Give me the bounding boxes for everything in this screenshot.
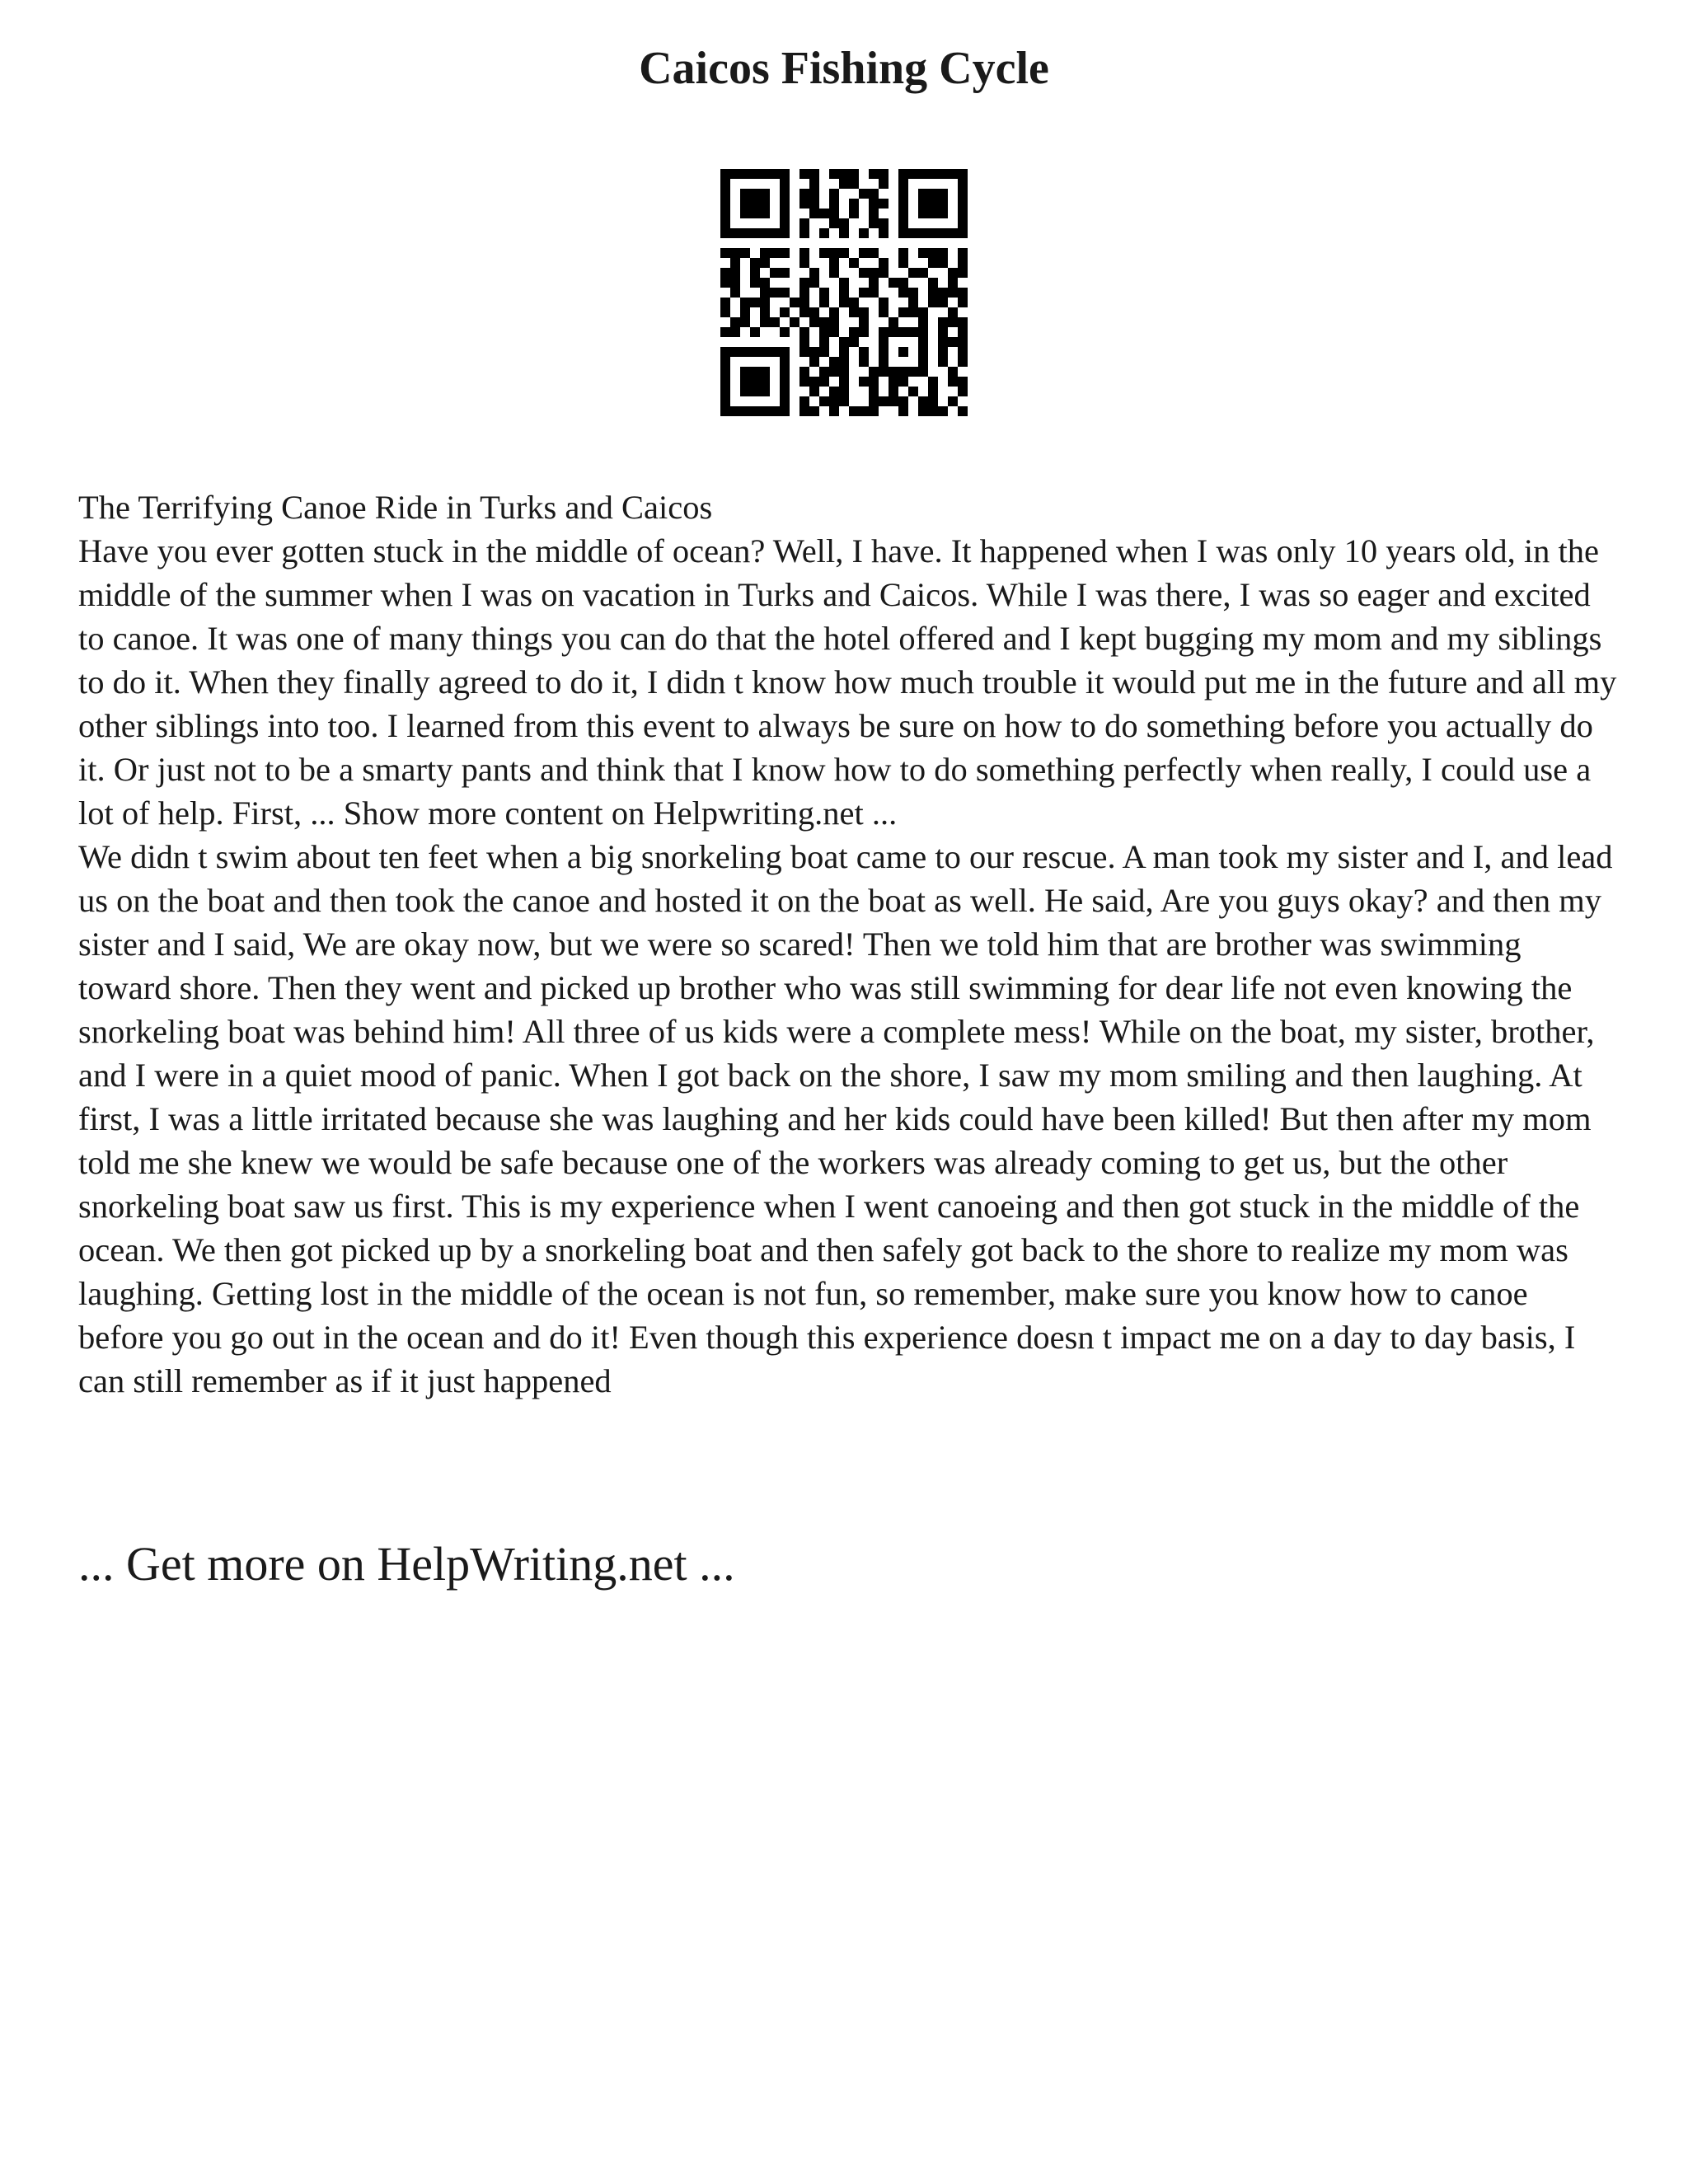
get-more-link[interactable]: ... Get more on HelpWriting.net ... bbox=[78, 1537, 735, 1591]
essay-content bbox=[78, 485, 1620, 1403]
qr-code-icon bbox=[720, 169, 968, 416]
essay-heading: The Terrifying Canoe Ride in Turks and Caicos bbox=[78, 489, 713, 526]
essay-paragraph-1: Have you ever gotten stuck in the middle of ocean? Well, I have. It happened when I was only 10 years old, in the middle of the summer when I was on vacation in Turks and Caicos. While I was there, I was so eager and excited to canoe. It was one of many things you can do that the hotel offered and I kept bugging my mom and my siblings to do it. When they finally agreed to do it, I didn t know how much trouble it would put me in the future and all my other siblings into too. I learned from this event to always be sure on how to do something before you actually do it. Or just not to be a smarty pants and think that I know how to do something perfectly when really, I could use a lot of help. First, ... Show more content on Helpwriting.net ... bbox=[78, 532, 1617, 832]
essay-paragraph-2: We didn t swim about ten feet when a big snorkeling boat came to our rescue. A man took my sister and I, and lead us on the boat and then took the canoe and hosted it on the boat as well. He said, Are you guys okay? and then my sister and I said, We are okay now, but we were so scared! Then we told him that are brother was swimming toward shore. Then they went and picked up brother who was still swimming for dear life not even knowing the snorkeling boat was behind him! All three of us kids were a complete mess! While on the boat, my sister, brother, and I were in a quiet mood of panic. When I got back on the shore, I saw my mom smiling and then laughing. At first, I was a little irritated because she was laughing and her kids could have been killed! But then after my mom told me she knew we would be safe because one of the workers was already coming to get us, but the other snorkeling boat saw us first. This is my experience when I went canoeing and then got stuck in the middle of the ocean. We then got picked up by a snorkeling boat and then safely got back to the shore to realize my mom was laughing. Getting lost in the middle of the ocean is not fun, so remember, make sure you know how to canoe before you go out in the ocean and do it! Even though this experience doesn t impact me on a day to day basis, I can still remember as if it just happened bbox=[78, 838, 1613, 1399]
qr-code-graphic bbox=[720, 169, 968, 416]
page-title: Caicos Fishing Cycle bbox=[639, 43, 1049, 94]
